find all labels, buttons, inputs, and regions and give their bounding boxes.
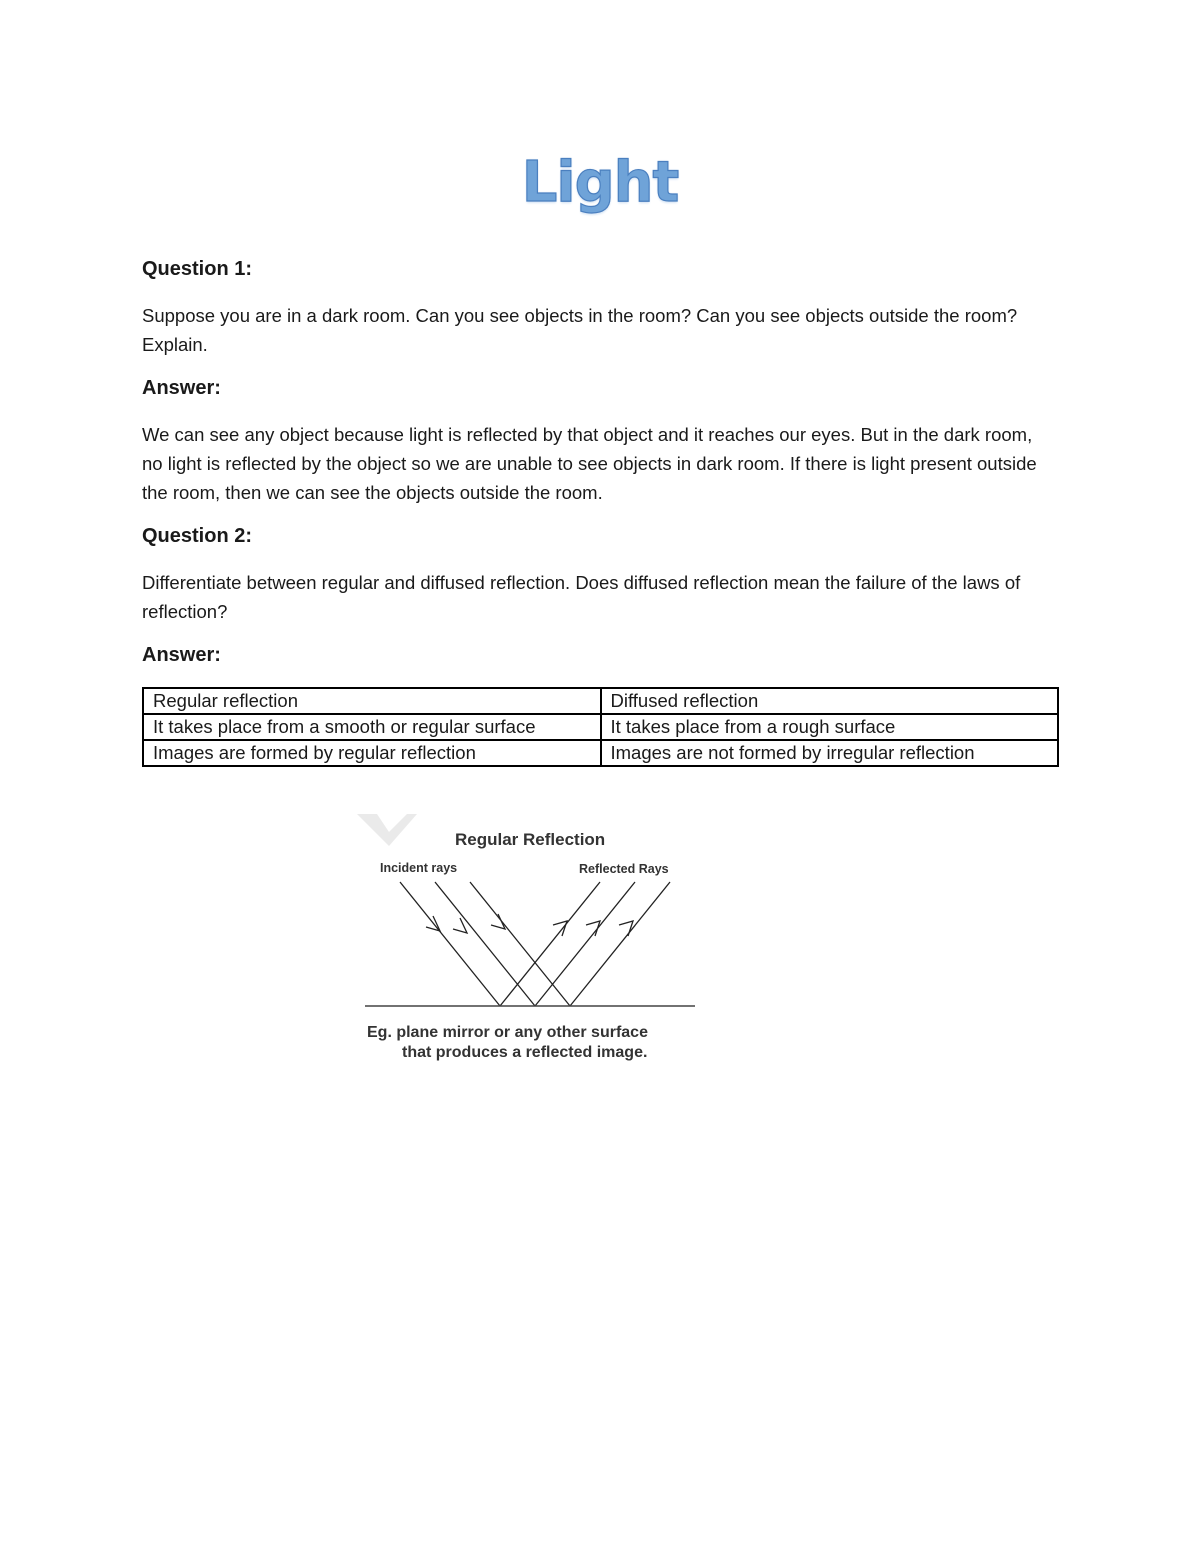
figure-caption-line-1: Eg. plane mirror or any other surface	[367, 1024, 648, 1041]
question-1-heading: Question 1:	[142, 258, 253, 280]
question-1-text: Suppose you are in a dark room. Can you see objects in the room? Can you see objects outside the room? Explain.	[142, 305, 1018, 355]
page-title: Light	[521, 150, 679, 215]
incident-rays	[400, 882, 570, 1006]
watermark-chevron-icon	[357, 814, 417, 846]
figure-title: Regular Reflection	[455, 830, 606, 849]
question-2-heading: Question 2:	[142, 525, 253, 547]
table-cell: Images are not formed by irregular reflection	[601, 740, 1059, 766]
table-row	[143, 714, 1058, 740]
table-cell: Diffused reflection	[601, 688, 1059, 714]
regular-reflection-diagram	[355, 810, 705, 1070]
reflected-rays-label: Reflected Rays	[579, 862, 669, 876]
table-row	[143, 688, 1058, 714]
table-cell: Regular reflection	[143, 688, 601, 714]
reflected-rays	[500, 882, 670, 1006]
comparison-table	[142, 687, 1059, 767]
table-cell: It takes place from a smooth or regular surface	[143, 714, 601, 740]
answer-1-text: We can see any object because light is reflected by that object and it reaches our eyes. But in the dark room, no light is reflected by the object so we are unable to see objects in dark room. If there is light present outside the room, then we can see the objects outside the room.	[142, 424, 1037, 503]
answer-1-heading: Answer:	[142, 377, 221, 399]
question-2-text: Differentiate between regular and diffused reflection. Does diffused reflection mean the failure of the laws of reflection?	[142, 572, 1021, 622]
figure-caption-line-2: that produces a reflected image.	[402, 1044, 648, 1061]
table-cell: It takes place from a rough surface	[601, 714, 1059, 740]
answer-2-heading: Answer:	[142, 644, 221, 666]
incident-rays-label: Incident rays	[380, 861, 458, 875]
table-row	[143, 740, 1058, 766]
table-cell: Images are formed by regular reflection	[143, 740, 601, 766]
